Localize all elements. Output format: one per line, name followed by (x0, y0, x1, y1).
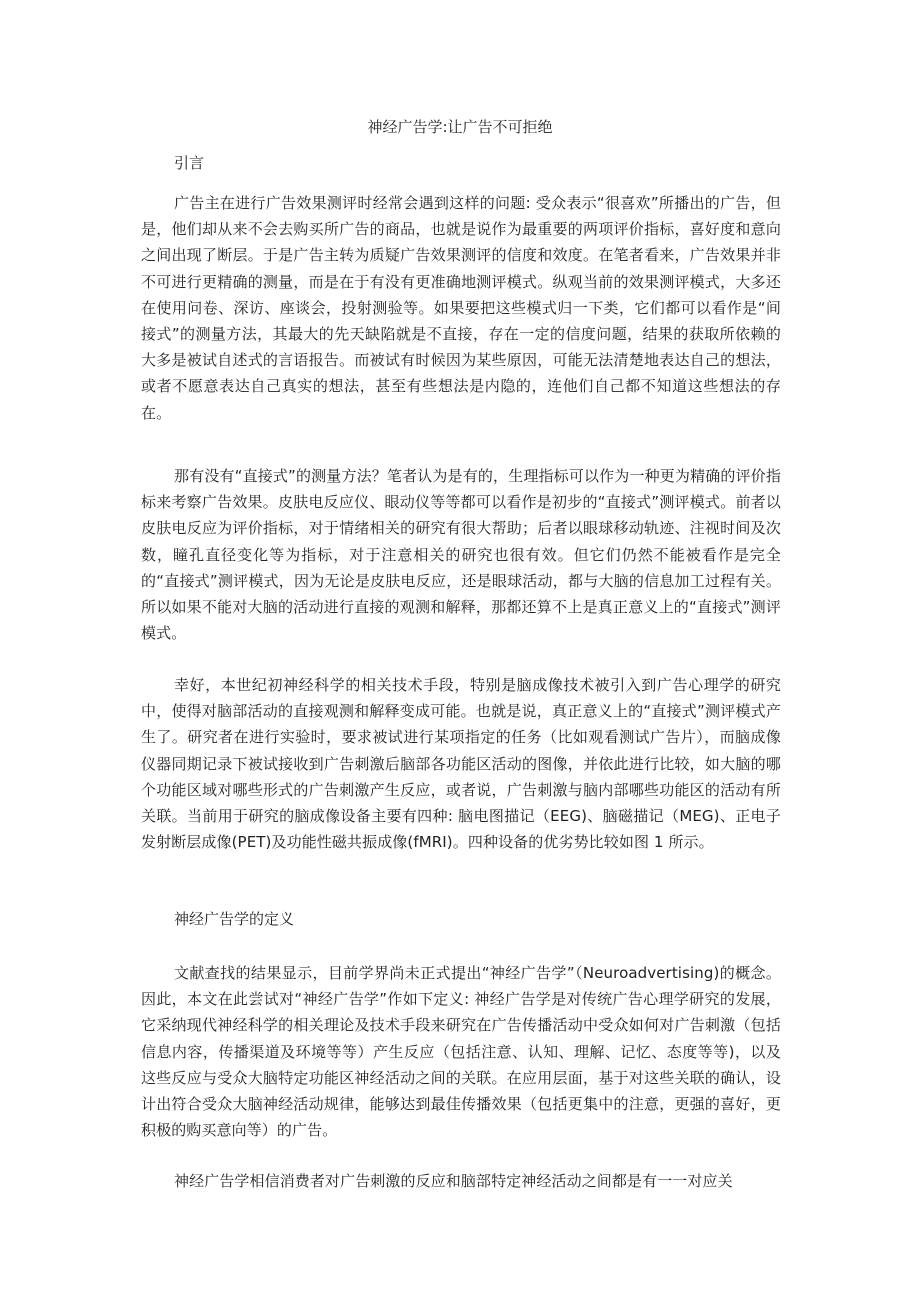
section-heading-introduction: 引言 (174, 154, 205, 172)
paragraph: 文献查找的结果显示，目前学界尚未正式提出“神经广告学”（Neuroadvertising)的概念。因此，本文在此尝试对“神经广告学”作如下定义: 神经广告学是对传统广告心理学研究的发展，它采纳现代神经科学的相关理论及技术手段来研究在广告传播活动中受众如何对广告刺激（包括信息内容，传播渠道及环境等等）产生反应（包括注意、认知、理解、记忆、态度等等)，以及这些反应与受众大脑特定功能区神经活动之间的关联。在应用层面，基于对这些关联的确认，设计出符合受众大脑神经活动规律，能够达到最佳传播效果（包括更集中的注意，更强的喜好，更积极的购买意向等）的广告。 (141, 964, 781, 1140)
section-heading-definition: 神经广告学的定义 (174, 910, 295, 928)
paragraph: 幸好，本世纪初神经科学的相关技术手段，特别是脑成像技术被引入到广告心理学的研究中，使得对脑部活动的直接观测和解释变成可能。也就是说，真正意义上的“直接式”测评模式产生了。研究者在进行实验时，要求被试进行某项指定的任务（比如观看测试广告片），而脑成像仪器同期记录下被试接收到广告刺激后脑部各功能区活动的图像，并依此进行比较，如大脑的哪个功能区域对哪些形式的广告刺激产生反应，或者说，广告刺激与脑内部哪些功能区的活动有所关联。当前用于研究的脑成像设备主要有四种: 脑电图描记（EEG)、脑磁描记（MEG)、正电子发射断层成像(PET)及功能性磁共振成像(fMRI)。四种设备的优劣势比较如图 1 所示。 (141, 676, 781, 852)
paragraph: 广告主在进行广告效果测评时经常会遇到这样的问题: 受众表示“很喜欢”所播出的广告，但是，他们却从来不会去购买所广告的商品，也就是说作为最重要的两项评价指标，喜好度和意向之间出现了断层。于是广告主转为质疑广告效果测评的信度和效度。在笔者看来，广告效果并非不可进行更精确的测量，而是在于有没有更准确地测评模式。纵观当前的效果测评模式，大多还在使用问卷、深访、座谈会，投射测验等。如果要把这些模式归一下类，它们都可以看作是“间接式”的测量方法，其最大的先天缺陷就是不直接，存在一定的信度问题，结果的获取所依赖的大多是被试自述式的言语报告。而被试有时候因为某些原因，可能无法清楚地表达自己的想法，或者不愿意表达自己真实的想法，甚至有些想法是内隐的，连他们自己都不知道这些想法的存在。 (141, 194, 781, 422)
paragraph: 神经广告学相信消费者对广告刺激的反应和脑部特定神经活动之间都是有一一对应关 (174, 1172, 733, 1190)
document-title: 神经广告学:让广告不可拒绝 (367, 118, 553, 136)
paragraph: 那有没有“直接式”的测量方法？笔者认为是有的，生理指标可以作为一种更为精确的评价指标来考察广告效果。皮肤电反应仪、眼动仪等等都可以看作是初步的“直接式”测评模式。前者以皮肤电反应为评价指标，对于情绪相关的研究有很大帮助；后者以眼球移动轨迹、注视时间及次数，瞳孔直径变化等为指标，对于注意相关的研究也很有效。但它们仍然不能被看作是完全的“直接式”测评模式，因为无论是皮肤电反应，还是眼球活动，都与大脑的信息加工过程有关。所以如果不能对大脑的活动进行直接的观测和解释，那都还算不上是真正意义上的“直接式”测评模式。 (141, 467, 781, 643)
